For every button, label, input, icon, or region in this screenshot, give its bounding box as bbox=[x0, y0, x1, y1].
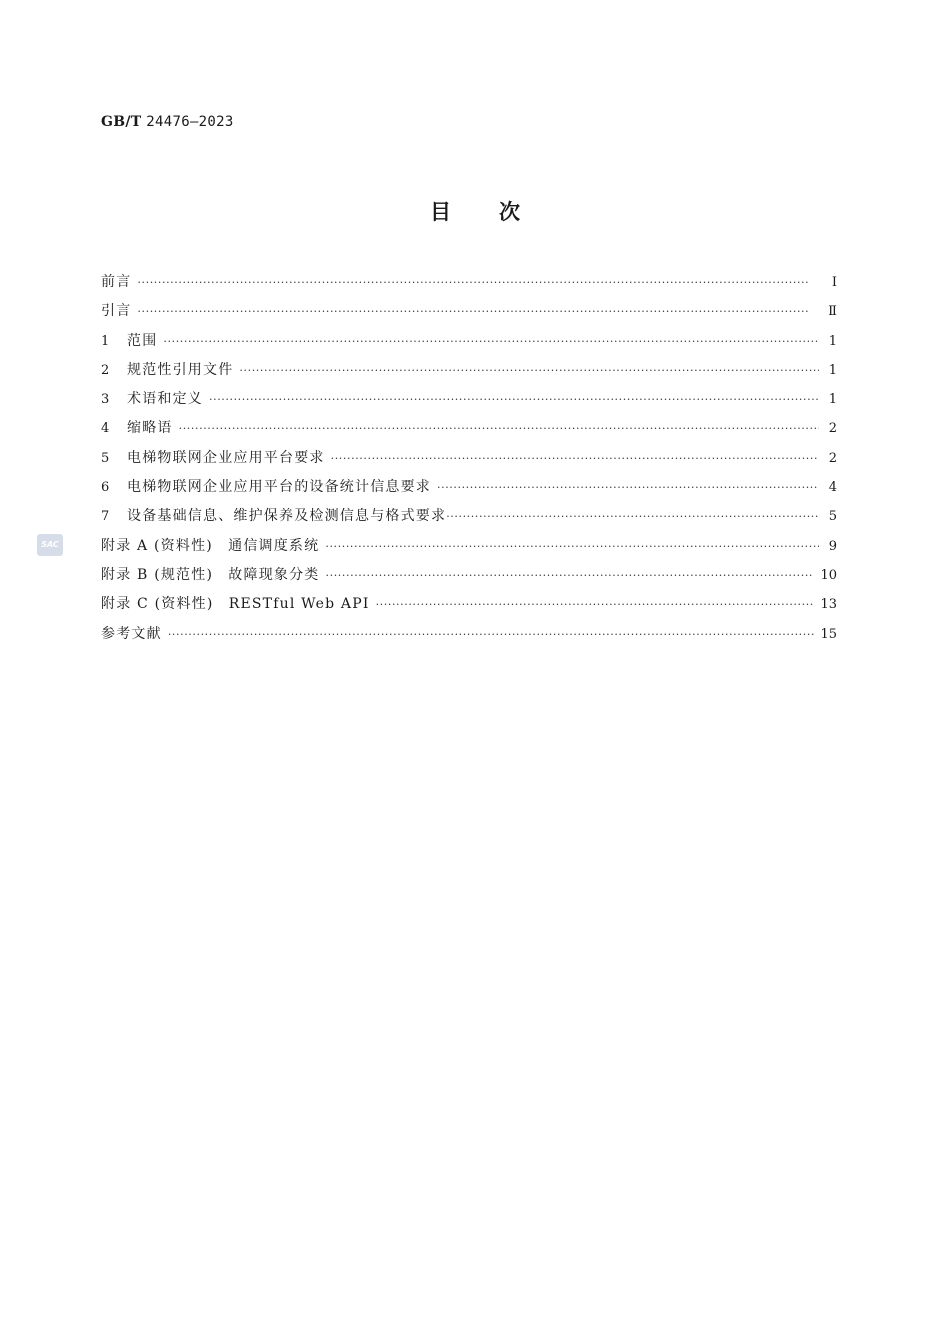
toc-leader-dots bbox=[446, 510, 819, 523]
toc-entry-4[interactable] bbox=[101, 417, 837, 446]
toc-entry-page: 15 bbox=[820, 626, 837, 642]
toc-entry-label: 设备基础信息、维护保养及检测信息与格式要求 bbox=[127, 508, 447, 525]
toc-entry-page: 1 bbox=[828, 362, 837, 378]
toc-entry-appendix-c[interactable] bbox=[101, 593, 837, 622]
toc-entry-label: 范围 bbox=[127, 332, 158, 349]
toc-entry-page: 2 bbox=[828, 450, 837, 466]
toc-entry-7[interactable] bbox=[101, 505, 837, 534]
toc-entry-number: 1 bbox=[101, 333, 111, 349]
toc-entry-number: 7 bbox=[101, 509, 111, 525]
toc-entry-label: 参考文献 bbox=[101, 625, 162, 642]
toc-entry-page: 13 bbox=[820, 597, 837, 613]
toc-entry-introduction[interactable] bbox=[101, 300, 837, 329]
toc-entry-page: Ⅱ bbox=[828, 304, 837, 320]
toc-entry-label: 引言 bbox=[101, 303, 132, 320]
toc-leader-dots bbox=[168, 628, 815, 641]
standard-number: 24476—2023 bbox=[146, 114, 234, 130]
toc-entry-appendix-b[interactable] bbox=[101, 564, 837, 593]
toc-entry-number: 4 bbox=[101, 421, 111, 437]
toc-entry-number: 5 bbox=[101, 450, 111, 466]
toc-entry-5[interactable] bbox=[101, 447, 837, 476]
toc-leader-dots bbox=[137, 276, 819, 289]
toc-entry-3[interactable] bbox=[101, 388, 837, 417]
toc-entry-page: 10 bbox=[820, 567, 837, 583]
toc-entry-page: 2 bbox=[828, 421, 837, 437]
toc-entry-2[interactable] bbox=[101, 359, 837, 388]
document-header bbox=[101, 114, 234, 130]
toc-entry-label: 附录 A (资料性) 通信调度系统 bbox=[101, 537, 320, 554]
toc-entry-number: 6 bbox=[101, 480, 111, 496]
toc-entry-label: 附录 C (资料性) RESTful Web API bbox=[101, 596, 370, 613]
toc-leader-dots bbox=[179, 422, 819, 435]
toc-leader-dots bbox=[331, 452, 819, 465]
toc-entry-number: 2 bbox=[101, 362, 111, 378]
toc-leader-dots bbox=[376, 598, 815, 611]
table-of-contents bbox=[101, 271, 837, 652]
toc-entry-label: 术语和定义 bbox=[127, 391, 203, 408]
toc-entry-appendix-a[interactable] bbox=[101, 535, 837, 564]
page-title: 目次 bbox=[430, 200, 568, 224]
toc-entry-page: Ⅰ bbox=[831, 275, 837, 290]
toc-entry-page: 4 bbox=[828, 480, 837, 496]
toc-leader-dots bbox=[325, 540, 819, 553]
toc-entry-page: 1 bbox=[828, 392, 837, 408]
standard-code: GB/T bbox=[101, 114, 142, 130]
toc-entry-page: 9 bbox=[828, 538, 837, 554]
sac-watermark-logo: SAC bbox=[37, 534, 63, 556]
toc-entry-bibliography[interactable] bbox=[101, 623, 837, 652]
toc-leader-dots bbox=[209, 393, 819, 406]
toc-entry-label: 电梯物联网企业应用平台的设备统计信息要求 bbox=[127, 479, 431, 496]
toc-entry-foreword[interactable] bbox=[101, 271, 837, 300]
toc-leader-dots bbox=[437, 481, 819, 494]
toc-entry-page: 5 bbox=[828, 509, 837, 525]
toc-entry-number: 3 bbox=[101, 392, 111, 408]
toc-entry-label: 附录 B (规范性) 故障现象分类 bbox=[101, 566, 320, 583]
toc-entry-page: 1 bbox=[828, 333, 837, 349]
toc-leader-dots bbox=[326, 569, 815, 582]
toc-leader-dots bbox=[163, 335, 819, 348]
toc-entry-label: 前言 bbox=[101, 274, 132, 290]
toc-entry-1[interactable] bbox=[101, 330, 837, 359]
toc-leader-dots bbox=[239, 364, 819, 377]
toc-entry-label: 缩略语 bbox=[127, 420, 173, 437]
toc-leader-dots bbox=[137, 305, 819, 318]
toc-entry-label: 电梯物联网企业应用平台要求 bbox=[127, 449, 325, 466]
toc-entry-label: 规范性引用文件 bbox=[127, 361, 234, 378]
toc-entry-6[interactable] bbox=[101, 476, 837, 505]
